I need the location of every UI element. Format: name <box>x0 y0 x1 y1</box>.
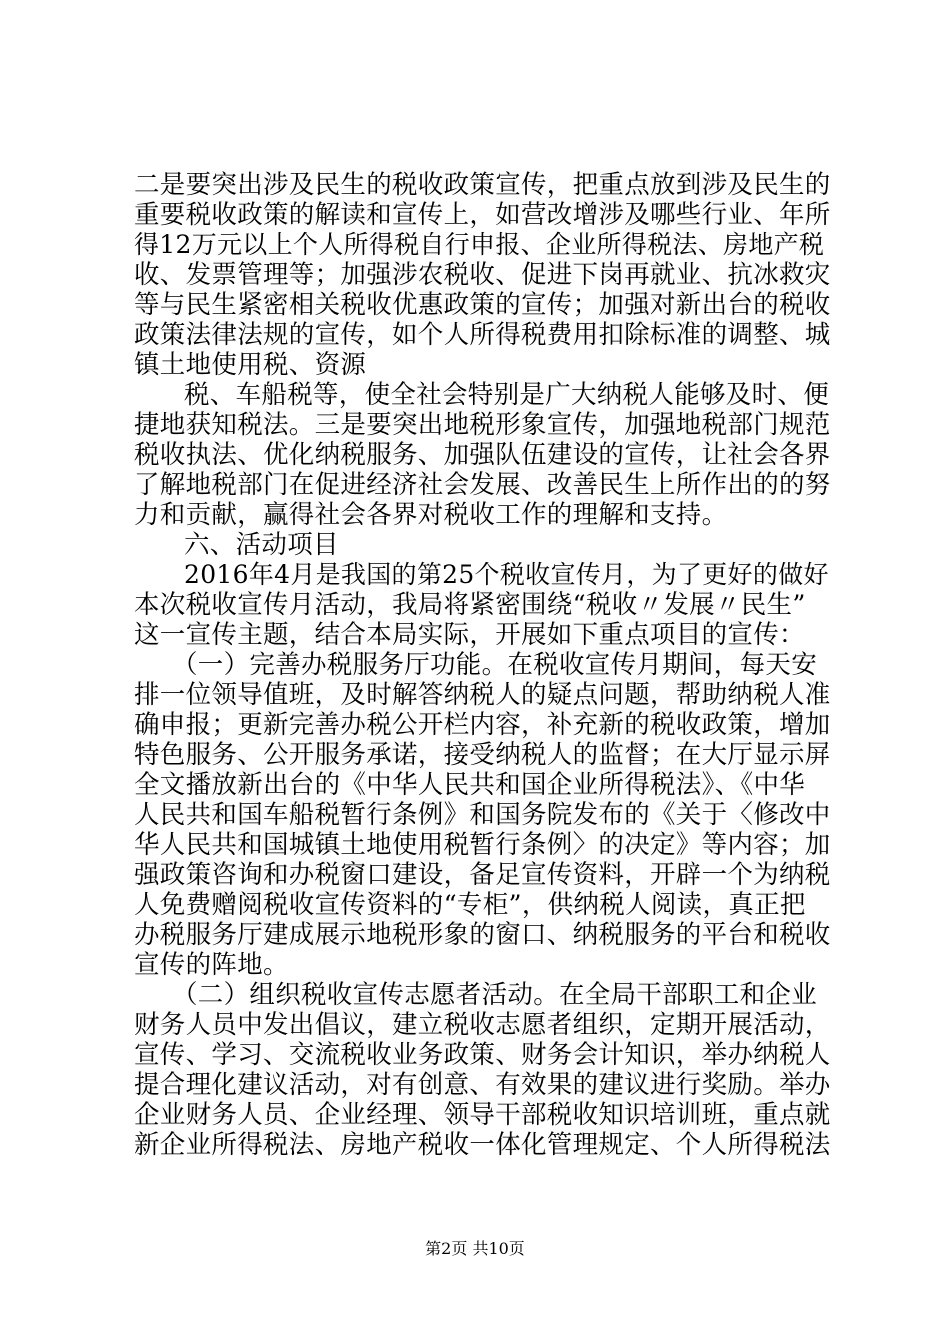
text-line: 排一位领导值班，及时解答纳税人的疑点问题，帮助纳税人准 <box>134 680 831 710</box>
text-line: 提合理化建议活动，对有创意、有效果的建议进行奖励。举办 <box>134 1070 831 1100</box>
text-line: 全文播放新出台的《中华人民共和国企业所得税法》、《中华 <box>134 770 806 800</box>
text-line: 特色服务、公开服务承诺，接受纳税人的监督；在大厅显示屏 <box>134 740 831 770</box>
text-line: 税、车船税等，使全社会特别是广大纳税人能够及时、便 <box>184 380 830 410</box>
text-line: 人民共和国车船税暂行条例》和国务院发布的《关于〈修改中 <box>134 800 831 830</box>
text-line: 镇土地使用税、资源 <box>134 350 367 380</box>
text-line: 本次税收宣传月活动，我局将紧密围绕“税收〃发展〃民生” <box>134 590 806 620</box>
text-line: 宣传、学习、交流税收业务政策、财务会计知识，举办纳税人 <box>134 1040 831 1070</box>
text-line: 确申报；更新完善办税公开栏内容，补充新的税收政策，增加 <box>134 710 831 740</box>
text-line: 了解地税部门在促进经济社会发展、改善民生上所作出的的努 <box>134 470 831 500</box>
text-line: 二是要突出涉及民生的税收政策宣传，把重点放到涉及民生的 <box>134 170 831 200</box>
text-line: 新企业所得税法、房地产税收一体化管理规定、个人所得税法 <box>134 1130 831 1160</box>
section-heading: 六、活动项目 <box>184 530 339 560</box>
text-line: 等与民生紧密相关税收优惠政策的宣传；加强对新出台的税收 <box>134 290 831 320</box>
text-line: 办税服务厅建成展示地税形象的窗口、纳税服务的平台和税收 <box>134 920 831 950</box>
text-line: 政策法律法规的宣传，如个人所得税费用扣除标准的调整、城 <box>134 320 831 350</box>
text-line: 得12万元以上个人所得税自行申报、企业所得税法、房地产税 <box>134 230 825 259</box>
text-line: 收、发票管理等；加强涉农税收、促进下岗再就业、抗冰救灾 <box>134 260 831 290</box>
text-line: （一）完善办税服务厅功能。在税收宣传月期间，每天安 <box>172 650 818 680</box>
text-line: 人免费赠阅税收宣传资料的“专柜”，供纳税人阅读，真正把 <box>134 890 806 920</box>
text-line: 财务人员中发出倡议，建立税收志愿者组织，定期开展活动， <box>134 1010 831 1040</box>
text-line: 力和贡献，赢得社会各界对税收工作的理解和支持。 <box>134 500 728 530</box>
text-line: （二）组织税收宣传志愿者活动。在全局干部职工和企业 <box>172 980 818 1010</box>
text-line: 宣传的阵地。 <box>134 950 289 980</box>
text-line: 企业财务人员、企业经理、领导干部税收知识培训班，重点就 <box>134 1100 831 1130</box>
page-footer: 第2页 共10页 <box>425 1239 525 1258</box>
text-line: 2016年4月是我国的第25个税收宣传月，为了更好的做好 <box>184 560 829 589</box>
text-line: 捷地获知税法。三是要突出地税形象宣传，加强地税部门规范 <box>134 410 831 440</box>
text-line: 税收执法、优化纳税服务、加强队伍建设的宣传，让社会各界 <box>134 440 831 470</box>
text-line: 重要税收政策的解读和宣传上，如营改增涉及哪些行业、年所 <box>134 200 831 230</box>
text-line: 这一宣传主题，结合本局实际，开展如下重点项目的宣传： <box>134 620 805 650</box>
text-line: 强政策咨询和办税窗口建设，备足宣传资料，开辟一个为纳税 <box>134 860 831 890</box>
text-line: 华人民共和国城镇土地使用税暂行条例〉的决定》等内容；加 <box>134 830 831 860</box>
